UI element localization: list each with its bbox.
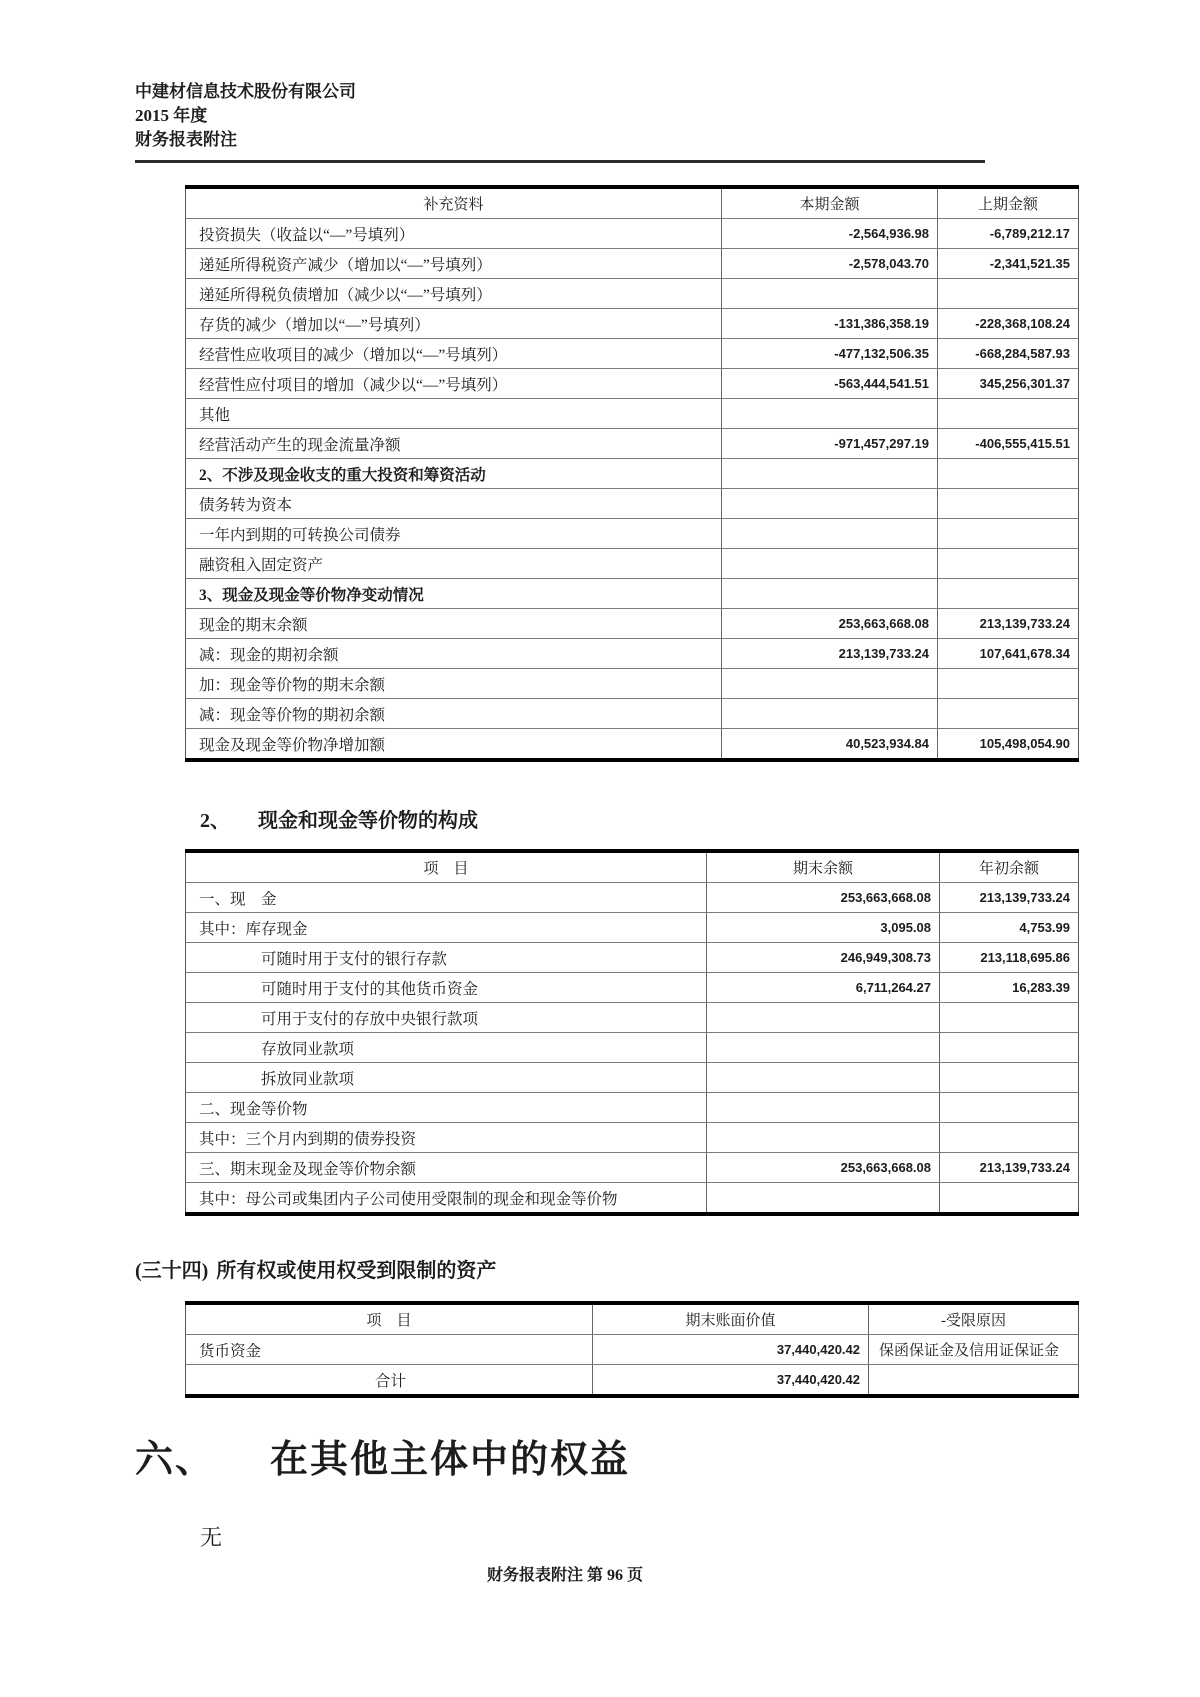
row-value xyxy=(938,699,1079,729)
table-row xyxy=(186,429,1079,459)
row-label: 经营性应收项目的减少（增加以“—”号填列） xyxy=(186,339,722,369)
row-label: 可随时用于支付的其他货币资金 xyxy=(186,973,707,1003)
row-value: 213,139,733.24 xyxy=(940,883,1079,913)
row-value xyxy=(940,1123,1079,1153)
table-row xyxy=(186,279,1079,309)
row-label: 可随时用于支付的银行存款 xyxy=(186,943,707,973)
row-label: 递延所得税负债增加（减少以“—”号填列） xyxy=(186,279,722,309)
column-header: 期末余额 xyxy=(707,851,940,883)
row-value: -131,386,358.19 xyxy=(722,309,938,339)
row-value xyxy=(722,459,938,489)
row-value xyxy=(722,699,938,729)
row-value xyxy=(938,399,1079,429)
table-header-row xyxy=(186,1303,1079,1335)
row-label: 二、现金等价物 xyxy=(186,1093,707,1123)
section-number: (三十四) xyxy=(135,1260,209,1282)
page-footer: 财务报表附注 第 96 页 xyxy=(486,1567,643,1584)
table-row xyxy=(186,639,1079,669)
column-header: 本期金额 xyxy=(722,187,938,219)
row-label: 一、现 金 xyxy=(186,883,707,913)
row-value: -477,132,506.35 xyxy=(722,339,938,369)
doc-header xyxy=(135,80,1015,163)
row-value: 213,139,733.24 xyxy=(722,639,938,669)
row-value: -228,368,108.24 xyxy=(938,309,1079,339)
row-label: 减：现金等价物的期初余额 xyxy=(186,699,722,729)
row-value: -563,444,541.51 xyxy=(722,369,938,399)
section-interests-in-other-entities-heading xyxy=(135,1428,1015,1483)
row-value: 6,711,264.27 xyxy=(707,973,940,1003)
row-value xyxy=(938,489,1079,519)
table-row xyxy=(186,399,1079,429)
row-label: 拆放同业款项 xyxy=(186,1063,707,1093)
row-value: 37,440,420.42 xyxy=(593,1365,869,1397)
row-label: 存放同业款项 xyxy=(186,1033,707,1063)
row-value: 40,523,934.84 xyxy=(722,729,938,761)
row-value xyxy=(940,1063,1079,1093)
row-label: 存货的减少（增加以“—”号填列） xyxy=(186,309,722,339)
table-header-row xyxy=(186,187,1079,219)
row-value: -2,341,521.35 xyxy=(938,249,1079,279)
row-label: 三、期末现金及现金等价物余额 xyxy=(186,1153,707,1183)
row-value xyxy=(722,579,938,609)
doc-title: 财务报表附注 xyxy=(135,130,237,149)
row-value xyxy=(938,519,1079,549)
row-label: 合计 xyxy=(186,1365,593,1397)
row-value xyxy=(707,1033,940,1063)
section-body-none: 无 xyxy=(200,1525,223,1550)
table-row xyxy=(186,699,1079,729)
row-value: 107,641,678.34 xyxy=(938,639,1079,669)
section-title: 在其他主体中的权益 xyxy=(270,1439,631,1481)
row-label: 其中：库存现金 xyxy=(186,913,707,943)
row-value xyxy=(938,669,1079,699)
table-row xyxy=(186,579,1079,609)
row-value xyxy=(707,1063,940,1093)
row-value xyxy=(722,519,938,549)
table-row xyxy=(186,489,1079,519)
table-row xyxy=(186,1123,1079,1153)
row-value: 213,139,733.24 xyxy=(940,1153,1079,1183)
table-row xyxy=(186,1033,1079,1063)
row-label: 其中：母公司或集团内子公司使用受限制的现金和现金等价物 xyxy=(186,1183,707,1215)
row-value xyxy=(938,459,1079,489)
cash-composition-table xyxy=(185,849,1079,1216)
table-row xyxy=(186,309,1079,339)
row-value: -668,284,587.93 xyxy=(938,339,1079,369)
row-value: 253,663,668.08 xyxy=(707,883,940,913)
table-row xyxy=(186,1063,1079,1093)
row-value xyxy=(707,1183,940,1215)
row-label: 可用于支付的存放中央银行款项 xyxy=(186,1003,707,1033)
row-value: 246,949,308.73 xyxy=(707,943,940,973)
column-header: 补充资料 xyxy=(186,187,722,219)
table-row xyxy=(186,249,1079,279)
table-row xyxy=(186,519,1079,549)
table-row xyxy=(186,1365,1079,1397)
row-value xyxy=(940,1003,1079,1033)
table-row xyxy=(186,913,1079,943)
section-number: 六、 xyxy=(135,1439,216,1481)
table-row xyxy=(186,339,1079,369)
row-value xyxy=(722,489,938,519)
table-row xyxy=(186,1153,1079,1183)
table-row xyxy=(186,1093,1079,1123)
column-header: -受限原因 xyxy=(869,1303,1079,1335)
table-row xyxy=(186,1335,1079,1365)
section-restricted-assets-heading xyxy=(135,1254,1015,1283)
row-label: 现金的期末余额 xyxy=(186,609,722,639)
row-label: 经营性应付项目的增加（减少以“—”号填列） xyxy=(186,369,722,399)
company-name: 中建材信息技术股份有限公司 xyxy=(135,82,356,101)
row-label: 投资损失（收益以“—”号填列） xyxy=(186,219,722,249)
column-header: 上期金额 xyxy=(938,187,1079,219)
section-title: 所有权或使用权受到限制的资产 xyxy=(216,1260,497,1282)
column-header: 项 目 xyxy=(186,1303,593,1335)
table-row xyxy=(186,459,1079,489)
row-value xyxy=(707,1093,940,1123)
row-value: 16,283.39 xyxy=(940,973,1079,1003)
row-value xyxy=(940,1183,1079,1215)
row-value: 213,118,695.86 xyxy=(940,943,1079,973)
row-value xyxy=(707,1003,940,1033)
row-value: 105,498,054.90 xyxy=(938,729,1079,761)
table-header-row xyxy=(186,851,1079,883)
row-value: -6,789,212.17 xyxy=(938,219,1079,249)
row-label: 货币资金 xyxy=(186,1335,593,1365)
row-value xyxy=(722,399,938,429)
column-header: 期末账面价值 xyxy=(593,1303,869,1335)
table-row xyxy=(186,1183,1079,1215)
row-label: 加：现金等价物的期末余额 xyxy=(186,669,722,699)
row-label: 现金及现金等价物净增加额 xyxy=(186,729,722,761)
row-reason xyxy=(869,1365,1079,1397)
row-label: 减：现金的期初余额 xyxy=(186,639,722,669)
table-row xyxy=(186,549,1079,579)
row-label: 融资租入固定资产 xyxy=(186,549,722,579)
row-label: 3、现金及现金等价物净变动情况 xyxy=(186,579,722,609)
table-row xyxy=(186,883,1079,913)
restricted-assets-table xyxy=(185,1301,1079,1398)
table-row xyxy=(186,669,1079,699)
table-row xyxy=(186,369,1079,399)
row-value xyxy=(722,279,938,309)
row-label: 经营活动产生的现金流量净额 xyxy=(186,429,722,459)
row-reason: 保函保证金及信用证保证金 xyxy=(869,1335,1079,1365)
row-value: 3,095.08 xyxy=(707,913,940,943)
table-row xyxy=(186,943,1079,973)
row-label: 一年内到期的可转换公司债券 xyxy=(186,519,722,549)
row-label: 递延所得税资产减少（增加以“—”号填列） xyxy=(186,249,722,279)
row-label: 其他 xyxy=(186,399,722,429)
row-label: 其中：三个月内到期的债券投资 xyxy=(186,1123,707,1153)
row-value xyxy=(707,1123,940,1153)
row-value xyxy=(940,1093,1079,1123)
row-value xyxy=(938,579,1079,609)
row-label: 债务转为资本 xyxy=(186,489,722,519)
row-value: 253,663,668.08 xyxy=(707,1153,940,1183)
row-value: 213,139,733.24 xyxy=(938,609,1079,639)
section-title: 现金和现金等价物的构成 xyxy=(258,810,478,832)
row-value: -2,564,936.98 xyxy=(722,219,938,249)
row-value xyxy=(940,1033,1079,1063)
row-value: 253,663,668.08 xyxy=(722,609,938,639)
supplementary-info-table xyxy=(185,185,1079,762)
row-value xyxy=(722,549,938,579)
section-number: 2、 xyxy=(200,810,230,832)
row-label: 2、不涉及现金收支的重大投资和筹资活动 xyxy=(186,459,722,489)
row-value: -2,578,043.70 xyxy=(722,249,938,279)
table-row xyxy=(186,973,1079,1003)
row-value: -406,555,415.51 xyxy=(938,429,1079,459)
row-value: 37,440,420.42 xyxy=(593,1335,869,1365)
table-row xyxy=(186,1003,1079,1033)
section-cash-composition-heading xyxy=(200,804,1015,833)
table-row xyxy=(186,609,1079,639)
column-header: 年初余额 xyxy=(940,851,1079,883)
report-year: 2015 年度 xyxy=(135,106,208,125)
row-value xyxy=(938,549,1079,579)
column-header: 项 目 xyxy=(186,851,707,883)
row-value: -971,457,297.19 xyxy=(722,429,938,459)
table-row xyxy=(186,219,1079,249)
row-value: 4,753.99 xyxy=(940,913,1079,943)
header-rule xyxy=(135,160,985,163)
table-row xyxy=(186,729,1079,761)
row-value xyxy=(938,279,1079,309)
row-value: 345,256,301.37 xyxy=(938,369,1079,399)
row-value xyxy=(722,669,938,699)
